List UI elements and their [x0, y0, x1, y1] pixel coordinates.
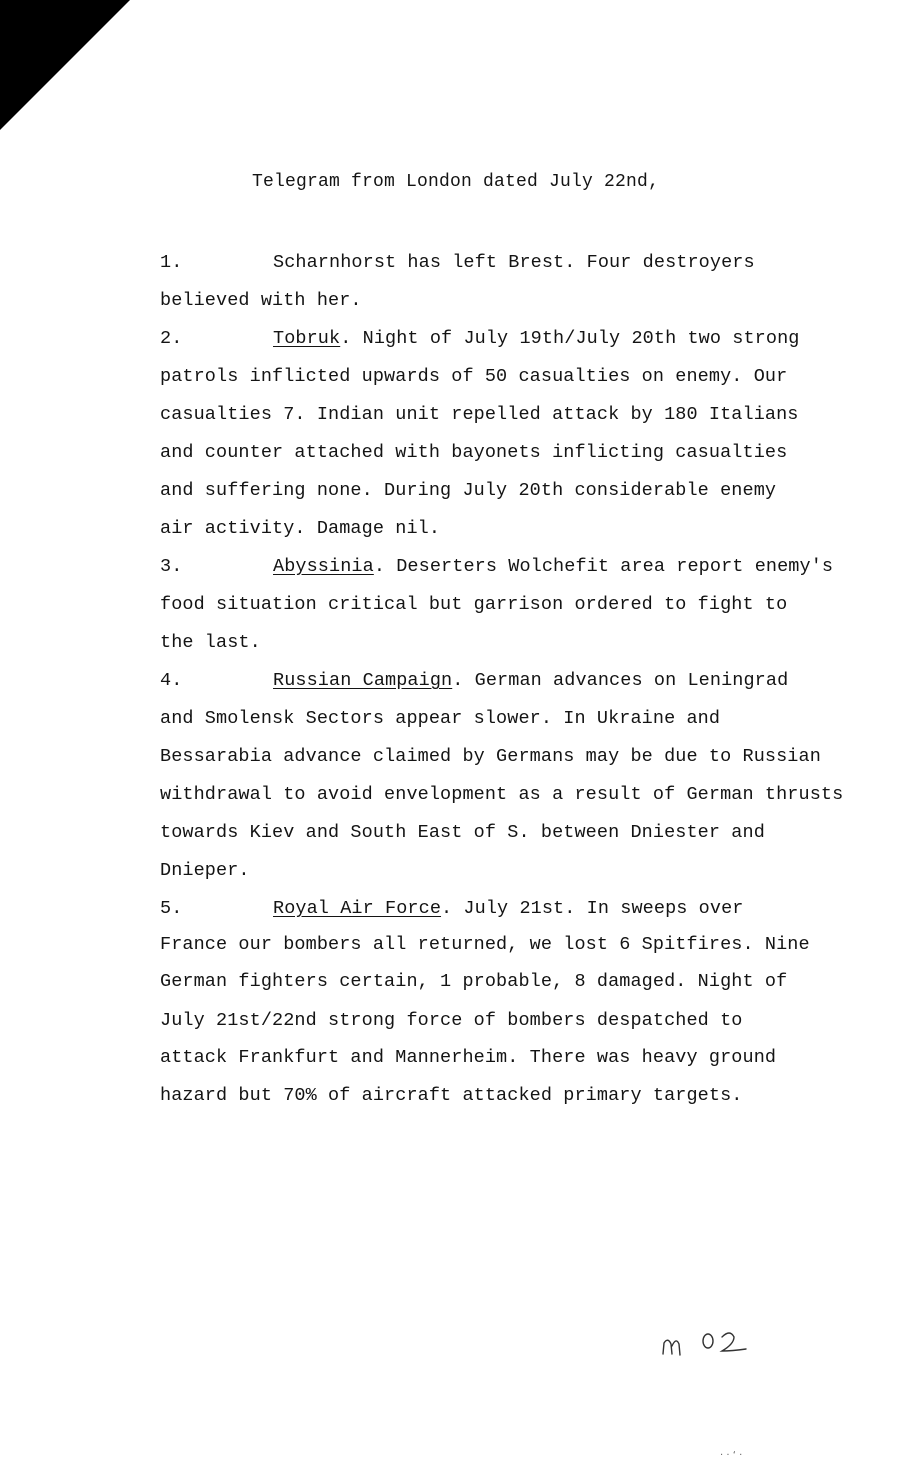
- item-2-line-6: air activity. Damage nil.: [160, 518, 441, 539]
- item-5-line-6: hazard but 70% of aircraft attacked primary targets.: [160, 1085, 743, 1106]
- item-text: . July 21st. In sweeps over: [441, 898, 744, 919]
- item-number: 5.: [160, 898, 183, 919]
- item-text: . German advances on Leningrad: [452, 670, 789, 691]
- item-4-line-4: withdrawal to avoid envelopment as a result of German thrusts: [160, 784, 844, 805]
- item-2-line-1: [160, 328, 800, 350]
- item-heading: Tobruk: [273, 328, 341, 349]
- scan-corner-fold: [0, 0, 130, 130]
- item-number: 1.: [160, 252, 183, 273]
- item-5-line-5: attack Frankfurt and Mannerheim. There was heavy ground: [160, 1047, 777, 1068]
- item-2-line-5: and suffering none. During July 20th considerable enemy: [160, 480, 777, 501]
- item-heading: Abyssinia: [273, 556, 374, 577]
- item-5-line-3: German fighters certain, 1 probable, 8 damaged. Night of: [160, 971, 788, 992]
- item-4-line-6: Dnieper.: [160, 860, 250, 881]
- item-4-line-3: Bessarabia advance claimed by Germans may be due to Russian: [160, 746, 821, 767]
- item-4-line-5: towards Kiev and South East of S. between Dniester and: [160, 822, 765, 843]
- item-2-line-3: casualties 7. Indian unit repelled attack by 180 Italians: [160, 404, 799, 425]
- item-text: . Night of July 19th/July 20th two strong: [340, 328, 800, 349]
- item-1-line-2: believed with her.: [160, 290, 362, 311]
- item-text: . Deserters Wolchefit area report enemy's: [373, 556, 834, 577]
- item-5-line-2: France our bombers all returned, we lost 6 Spitfires. Nine: [160, 934, 810, 955]
- item-2-line-2: patrols inflicted upwards of 50 casualties on enemy. Our: [160, 366, 788, 387]
- item-heading: Russian Campaign: [273, 670, 453, 691]
- item-4-line-1: [160, 670, 788, 692]
- item-3-line-2: food situation critical but garrison ordered to fight to: [160, 594, 788, 615]
- item-3-line-1: [160, 556, 833, 578]
- document-title: Telegram from London dated July 22nd,: [252, 172, 660, 192]
- item-number: 3.: [160, 556, 183, 577]
- scan-specks: · · ‘ ·: [720, 1450, 743, 1461]
- item-number: 2.: [160, 328, 183, 349]
- item-number: 4.: [160, 670, 183, 691]
- item-5-line-1: [160, 898, 743, 920]
- item-3-line-3: the last.: [160, 632, 261, 653]
- item-2-line-4: and counter attached with bayonets inflicting casualties: [160, 442, 788, 463]
- item-1-line-1: [160, 252, 755, 274]
- handwritten-annotation: [660, 1326, 760, 1362]
- item-5-line-4: July 21st/22nd strong force of bombers despatched to: [160, 1010, 743, 1031]
- item-text: Scharnhorst has left Brest. Four destroyers: [273, 252, 755, 273]
- item-4-line-2: and Smolensk Sectors appear slower. In Ukraine and: [160, 708, 721, 729]
- item-heading: Royal Air Force: [273, 898, 442, 919]
